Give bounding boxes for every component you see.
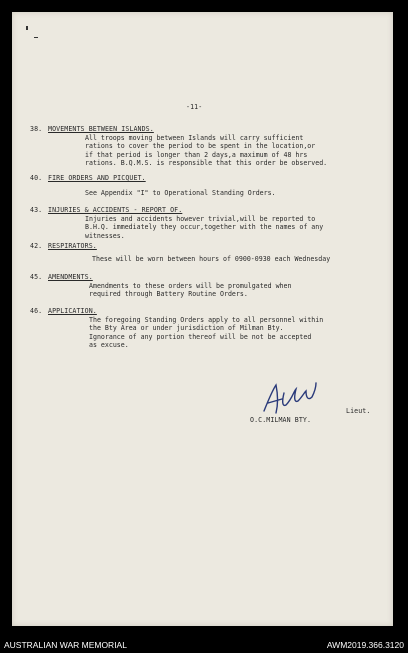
section-heading: FIRE ORDERS AND PICQUET.: [48, 174, 146, 182]
body-line: if that period is longer than 2 days,a maximum of 48 hrs: [85, 150, 308, 159]
body-line: rations. B.Q.M.S. is responsible that this order be observed.: [85, 158, 328, 167]
section-number: 38.: [30, 125, 43, 133]
document-page: [12, 12, 393, 626]
archive-footer: [0, 639, 408, 653]
body-line: See Appendix "I" to Operational Standing Orders.: [85, 189, 276, 197]
body-line: rations to cover the period to be spent in the location,or: [85, 142, 316, 151]
body-line: Amendments to these orders will be promulgated when: [89, 282, 292, 290]
signature-rank: Lieut.: [346, 407, 371, 415]
body-line: Injuries and accidents however trivial,will be reported to: [85, 215, 316, 223]
signature-title: O.C.MILMAN BTY.: [250, 416, 312, 424]
section-heading: MOVEMENTS BETWEEN ISLANDS.: [48, 125, 154, 133]
section-body: [89, 282, 291, 299]
body-line: Ignorance of any portion thereof will be not be accepted: [89, 332, 312, 341]
body-line: required through Battery Routine Orders.: [89, 290, 248, 299]
section-heading: INJURIES & ACCIDENTS - REPORT OF.: [48, 206, 183, 214]
section-number: 42.: [30, 242, 43, 250]
body-line: the Bty Area or under jurisdiction of Milman Bty.: [89, 324, 284, 333]
section-heading: APPLICATION.: [48, 307, 97, 315]
section-heading: RESPIRATORS.: [48, 242, 97, 250]
body-line: The foregoing Standing Orders apply to all personnel within: [89, 316, 324, 324]
punch-mark: [34, 37, 38, 38]
handwritten-signature: [258, 375, 322, 419]
footer-institution: AUSTRALIAN WAR MEMORIAL: [4, 640, 127, 650]
section-number: 46.: [30, 307, 43, 315]
section-body: [85, 189, 276, 197]
section-number: 45.: [30, 273, 43, 281]
body-line: as excuse.: [89, 340, 129, 349]
section-body: [89, 316, 323, 349]
section-body: [92, 255, 330, 263]
section-number: 43.: [30, 206, 43, 214]
body-line: witnesses.: [85, 231, 125, 240]
body-line: B.H.Q. immediately they occur,together with the names of any: [85, 223, 324, 232]
section-body: [85, 134, 327, 167]
page-number: -11-: [186, 103, 203, 111]
section-number: 40.: [30, 174, 43, 182]
section-body: [85, 215, 323, 240]
footer-accession-number: AWM2019.366.3120: [326, 640, 404, 650]
punch-mark: [26, 26, 28, 30]
body-line: All troops moving between Islands will carry sufficient: [85, 134, 304, 142]
body-line: These will be worn between hours of 0900-0930 each Wednesday: [92, 255, 331, 263]
section-heading: AMENDMENTS.: [48, 273, 93, 281]
